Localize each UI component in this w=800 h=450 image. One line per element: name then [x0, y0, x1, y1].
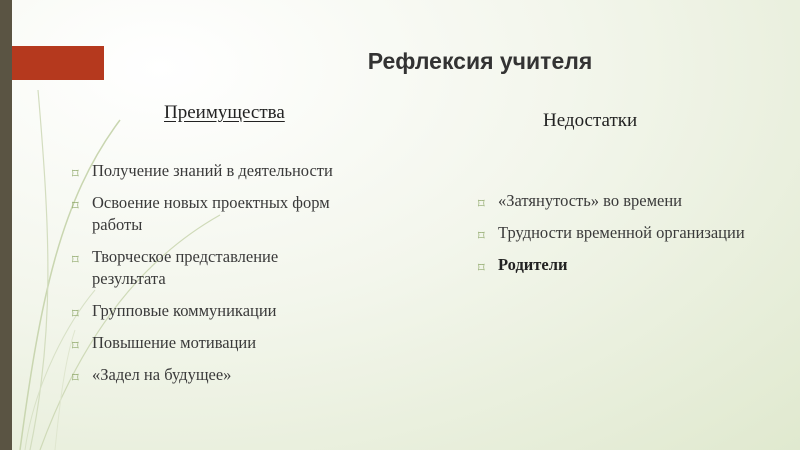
list-item: ⌑ Получение знаний в деятельности: [72, 160, 342, 182]
list-item: ⌑ Повышение мотивации: [72, 332, 342, 354]
bullet-icon: ⌑: [72, 166, 79, 181]
bullet-icon: ⌑: [478, 228, 485, 243]
bullet-icon: ⌑: [72, 370, 79, 385]
list-item: ⌑ «Задел на будущее»: [72, 364, 342, 386]
bullet-icon: ⌑: [72, 252, 79, 267]
list-item: ⌑ Родители: [478, 254, 748, 276]
bullet-icon: ⌑: [478, 196, 485, 211]
bullet-icon: ⌑: [72, 338, 79, 353]
list-item: ⌑ Трудности временной организации: [478, 222, 748, 244]
bullet-icon: ⌑: [72, 198, 79, 213]
list-item: ⌑ «Затянутость» во времени: [478, 190, 748, 212]
list-item: ⌑ Творческое представление результата: [72, 247, 279, 288]
list-item: ⌑ Освоение новых проектных форм работы: [72, 193, 330, 234]
advantages-heading: Преимущества: [164, 102, 285, 123]
disadvantages-list: [478, 190, 748, 286]
bullet-icon: ⌑: [478, 260, 485, 275]
bullet-icon: ⌑: [72, 306, 79, 321]
list-item: ⌑ Групповые коммуникации: [72, 300, 342, 322]
slide-title: Рефлексия учителя: [367, 48, 593, 74]
advantages-list: [72, 160, 342, 396]
disadvantages-heading: Недостатки: [543, 110, 638, 131]
accent-tab: [12, 46, 104, 80]
left-sidebar-bar: [0, 0, 12, 450]
